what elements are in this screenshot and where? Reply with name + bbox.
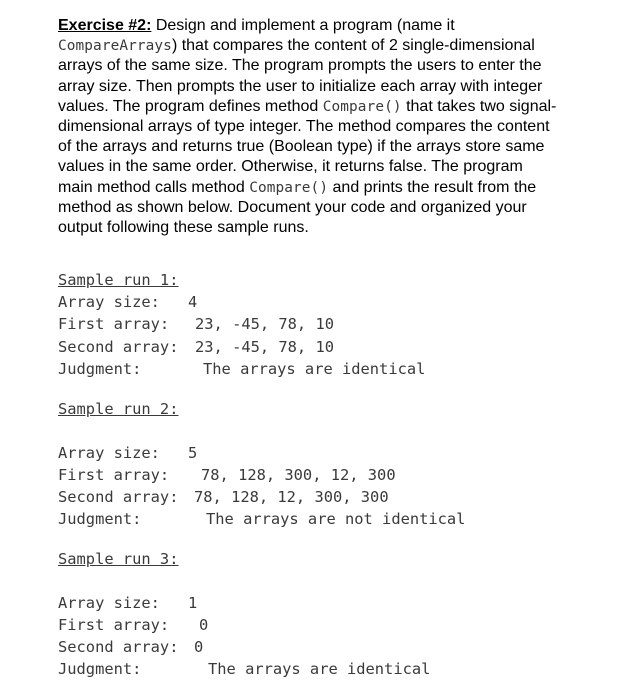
first-array-value: 78, 128, 300, 12, 300 [201, 466, 396, 484]
description-text: that takes two signal-dimensional arrays of type integer. The method compares the content of the arrays and returns true (Boolean type) if the arrays store same values in the same order. Otherwise, it returns false. The program main method calls method [58, 97, 557, 196]
judgment-label: Judgment: [58, 660, 142, 678]
exercise-title: Exercise #2: [58, 17, 152, 34]
description-text: and prints the result from the method as shown below. Document your code and organized your output following these sample runs. [58, 178, 537, 237]
second-array-label: Second array: [58, 338, 179, 356]
first-array-label: First array: [58, 616, 170, 634]
array-size-value: 1 [188, 594, 198, 612]
second-array-label: Second array: [58, 638, 179, 656]
sample-run-heading: Sample run 2: [58, 400, 179, 418]
judgment-value: The arrays are identical [208, 660, 431, 678]
method-name-code: Compare() [322, 98, 402, 115]
second-array-value: 0 [194, 638, 204, 656]
first-array-label: First array: [58, 466, 170, 484]
second-array-label: Second array: [58, 488, 179, 506]
second-array-value: 78, 128, 12, 300, 300 [194, 488, 389, 506]
description-text: Design and implement a program (name it [151, 17, 455, 34]
sample-run-heading: Sample run 3: [58, 550, 179, 568]
judgment-value: The arrays are identical [203, 360, 426, 378]
judgment-value: The arrays are not identical [206, 510, 466, 528]
judgment-label: Judgment: [58, 510, 142, 528]
array-size-value: 5 [188, 444, 198, 462]
judgment-label: Judgment: [58, 360, 142, 378]
sample-run-heading: Sample run 1: [58, 271, 179, 289]
program-name-code: CompareArrays [58, 38, 172, 55]
array-size-label: Array size: [58, 594, 160, 612]
array-size-label: Array size: [58, 444, 160, 462]
first-array-value: 0 [199, 616, 209, 634]
exercise-description [58, 16, 558, 238]
description-text: ) that compares the content of 2 single-dimensional arrays of the same size. The program prompts the users to enter the array size. Then prompts the user to initialize each array with integer values. The program defines method [58, 37, 543, 115]
method-name-code: Compare() [249, 179, 329, 196]
first-array-label: First array: [58, 315, 170, 333]
first-array-value: 23, -45, 78, 10 [195, 315, 334, 333]
second-array-value: 23, -45, 78, 10 [195, 338, 334, 356]
array-size-value: 4 [188, 293, 198, 311]
array-size-label: Array size: [58, 293, 160, 311]
